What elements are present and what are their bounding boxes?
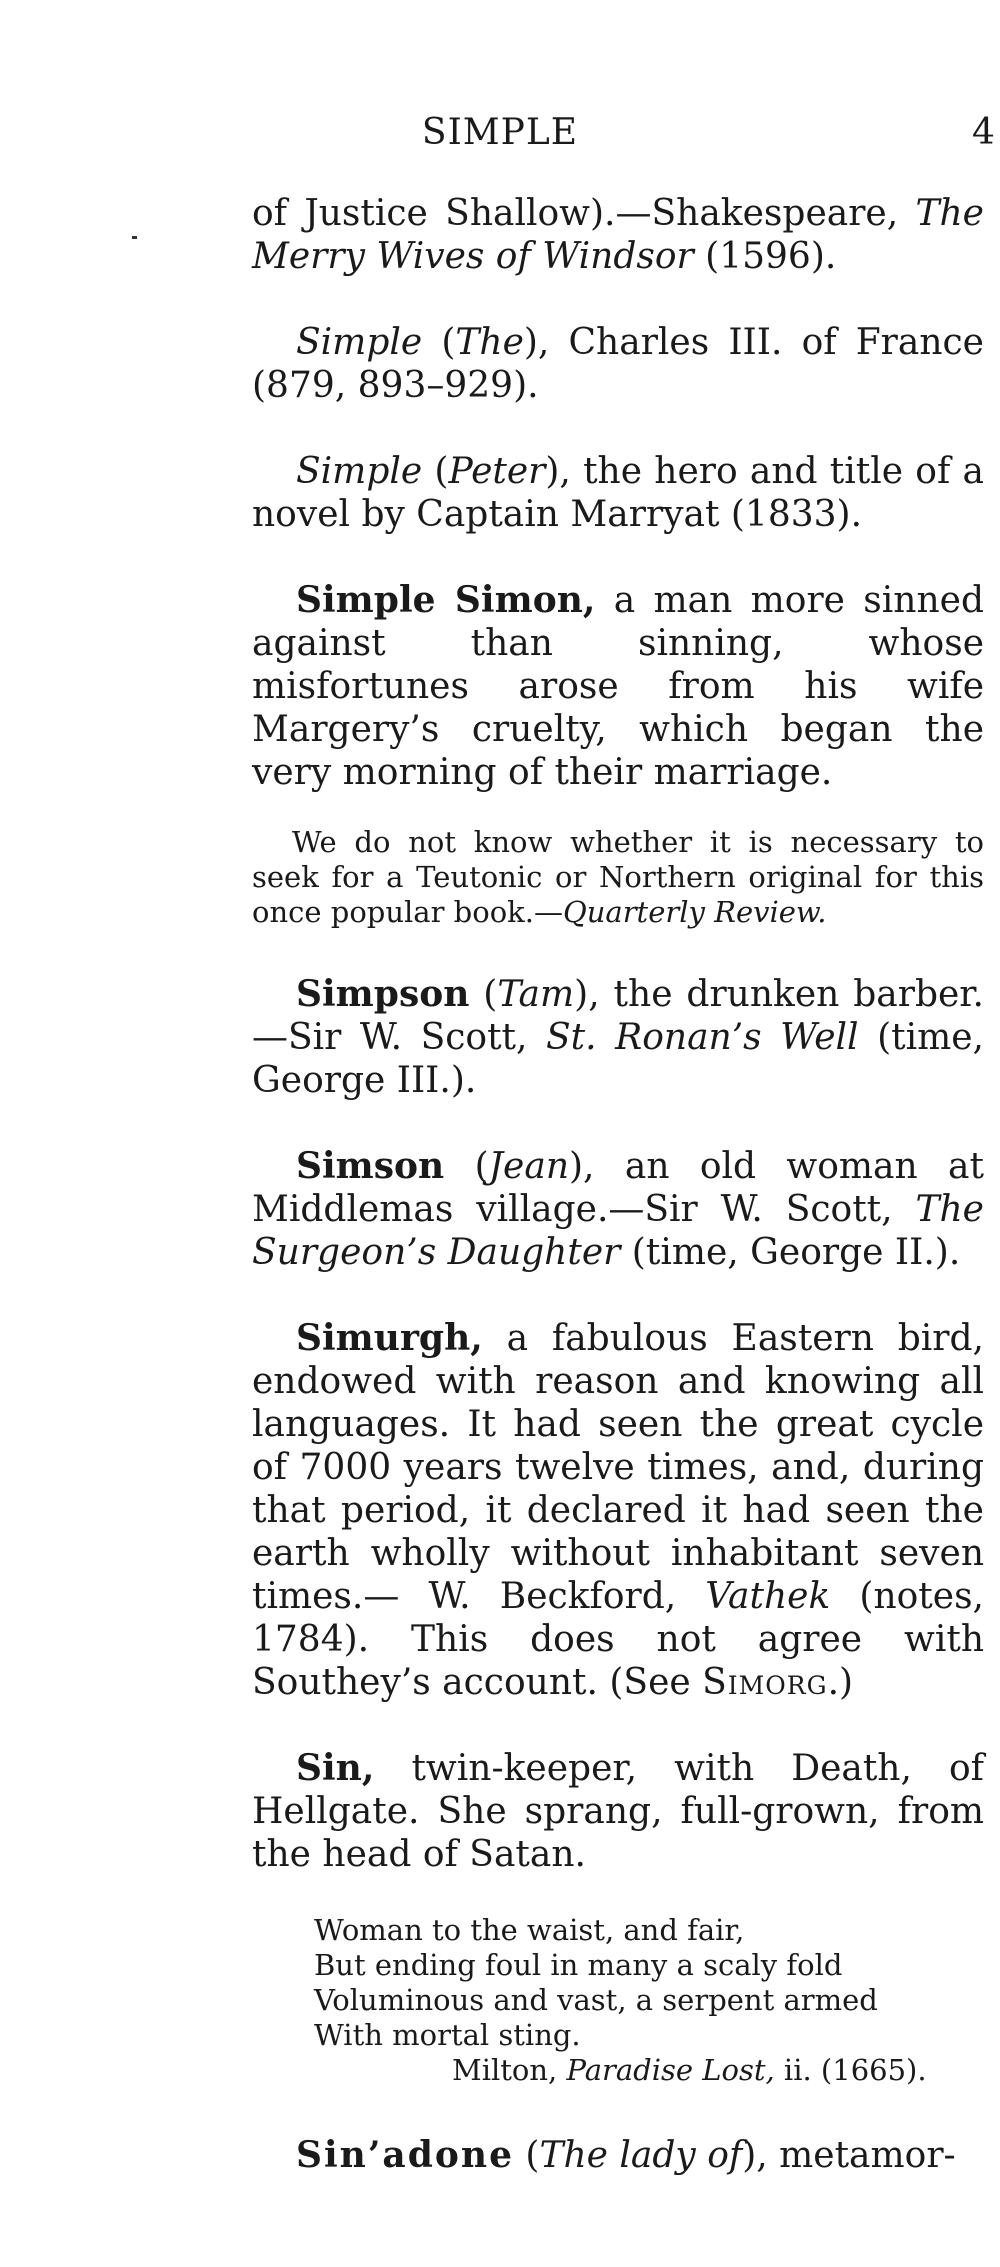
verse-line: Voluminous and vast, a serpent armed <box>314 1983 878 2017</box>
entry-text: a man more sinned against than sinning, whose misfortunes arose from his wife Margery’s cruelty, which began the very morning of their marriage. <box>252 580 984 793</box>
verse-quote <box>314 1913 984 2088</box>
punctuation: ( <box>422 451 449 492</box>
punctuation: ( <box>469 974 498 1015</box>
entry-text: ), the hero and title of a novel by Captain Marryat (1833). <box>252 451 984 535</box>
punctuation: ( <box>422 322 456 363</box>
headword: Simurgh, <box>296 1317 483 1359</box>
headword: Simple Simon, <box>296 579 596 621</box>
headword: Sin, <box>296 1747 375 1789</box>
dictionary-column <box>252 192 984 2220</box>
entry-text: ), Charles III. of France (879, 893–929). <box>252 322 984 406</box>
cross-reference: Simorg <box>702 1662 828 1703</box>
punctuation: .) <box>827 1662 854 1703</box>
entry-simson <box>252 1145 984 1274</box>
entry-text: (time, George III.). <box>252 1017 984 1101</box>
entry-text: ), an old woman at Middlemas village.—Sir W. Scott, <box>252 1146 984 1230</box>
entry-sinadone <box>252 2134 984 2177</box>
headword-qualifier: The lady of <box>539 2135 743 2176</box>
headword: Simson <box>296 1145 445 1187</box>
margin-mark <box>132 236 137 239</box>
work-title: Paradise Lost, <box>566 2053 775 2087</box>
verse-attribution <box>314 2053 984 2088</box>
headword: Simple <box>296 322 423 363</box>
quote-source: Quarterly Review. <box>562 895 827 929</box>
verse-line: But ending foul in many a scaly fold <box>314 1948 843 1982</box>
entry-text: ), metamor- <box>742 2135 956 2176</box>
work-title: Vathek <box>705 1576 831 1617</box>
entry-simpson <box>252 973 984 1102</box>
headword-qualifier: Jean <box>488 1146 570 1187</box>
headword-qualifier: The <box>455 322 524 363</box>
quote-text: We do not know whether it is necessary to seek for a Teutonic or Northern original for this once popular book.— <box>252 825 984 929</box>
entry-continuation <box>252 192 984 278</box>
work-title: St. Ronan’s Well <box>546 1017 859 1058</box>
entry-text: (time, George II.). <box>620 1232 961 1273</box>
entry-simple-simon <box>252 579 984 794</box>
entry-text: a fabulous Eastern bird, endowed with reason and knowing all languages. It had seen the great cycle of 7000 years twelve times, and, during that period, it declared it had seen the earth wholly without inhabitant seven times.— W. Beckford, <box>252 1318 984 1617</box>
entry-text: of Justice Shallow).—Shakespeare, <box>252 193 916 234</box>
running-head: SIMPLE <box>421 112 579 153</box>
work-title: The Surgeon’s Daughter <box>252 1189 984 1273</box>
entry-text: (notes, 1784). This does not agree with Southey’s account. (See <box>252 1576 984 1703</box>
entry-simple-the <box>252 321 984 407</box>
headword: Simple <box>296 451 423 492</box>
headword-qualifier: Peter <box>448 451 546 492</box>
page-number: 4 <box>972 112 995 153</box>
punctuation: ( <box>513 2135 540 2176</box>
entry-text: ), the drunken barber. —Sir W. Scott, <box>252 974 984 1058</box>
block-quote <box>252 825 984 930</box>
headword: Sin’adone <box>296 2134 514 2176</box>
entry-text: twin-keeper, with Death, of Hellgate. She sprang, full-grown, from the head of Satan. <box>252 1748 984 1875</box>
headword-qualifier: Tam <box>497 974 575 1015</box>
entry-simple-peter <box>252 450 984 536</box>
work-title: The Merry Wives of Windsor <box>252 193 984 277</box>
headword: Simpson <box>296 973 470 1015</box>
entry-text: ii. (1665). <box>774 2053 927 2087</box>
entry-sin <box>252 1747 984 1876</box>
entry-text: (1596). <box>693 236 837 277</box>
verse-author: Milton, <box>452 2053 567 2087</box>
verse-line: With mortal sting. <box>314 2018 581 2052</box>
punctuation: ( <box>444 1146 489 1187</box>
entry-simurgh <box>252 1317 984 1704</box>
verse-line: Woman to the waist, and fair, <box>314 1913 745 1947</box>
